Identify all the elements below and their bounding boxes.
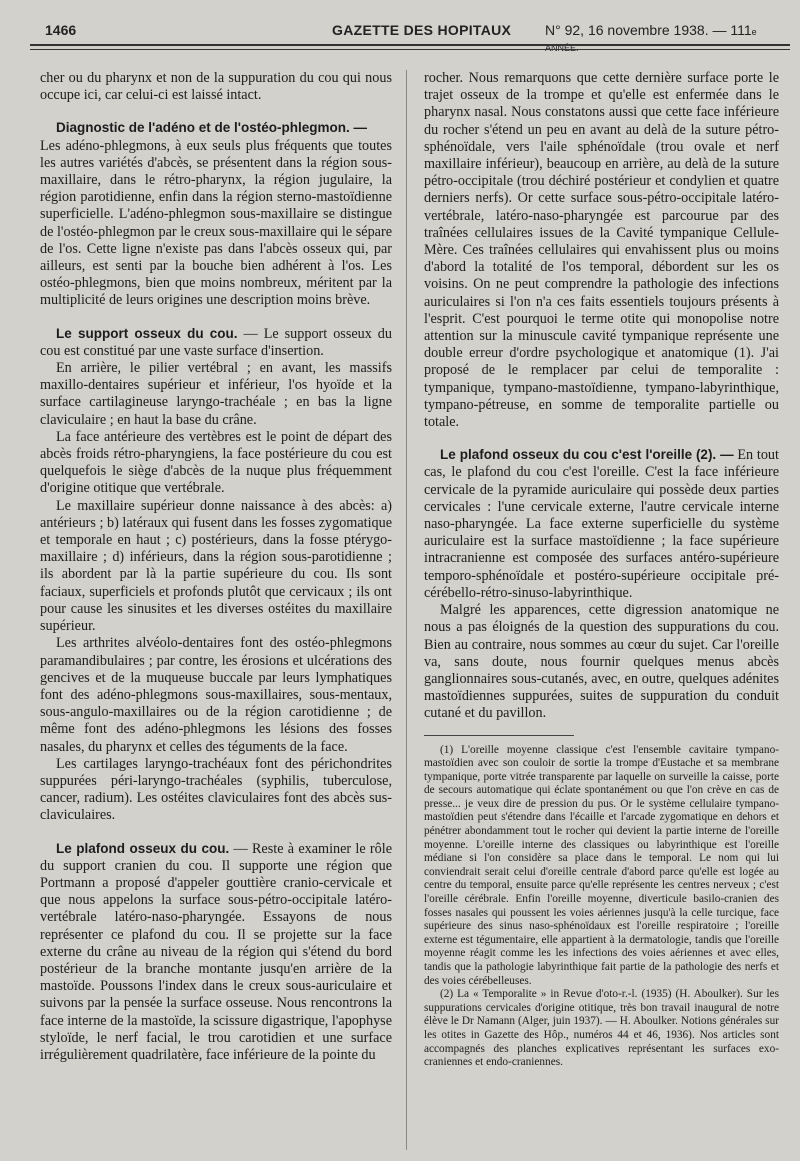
page-number: 1466	[45, 22, 77, 38]
section-paragraph	[424, 446, 779, 602]
paragraph: Les cartilages laryngo-trachéaux font des périchondrites suppurées péri-laryngo-trachéales (syphilis, tuberculose, cancer, radium). Les ostéites claviculaires font des abcès sus-claviculaires.	[40, 755, 392, 824]
issue-date: N° 92, 16 novembre 1938. — 111	[545, 22, 752, 38]
issue-year-suffix: e ANNÉE.	[545, 27, 757, 53]
paragraph: En arrière, le pilier vertébral ; en avant, les massifs maxillo-dentaires supérieur et inférieur, l'os hyoïde et la surface cartilagineuse laryngo-trachéale ; en bas la ligne claviculaire ; en haut la base du crâne.	[40, 360, 392, 428]
section-heading-ref: (2). —	[695, 447, 734, 463]
paragraph: Les arthrites alvéolo-dentaires font des ostéo-phlegmons paramandibulaires ; par contre, les érosions et ulcérations des gencives et de la muqueuse buccale par leurs lymphatiques font des adéno-phlegmons sous-maxillaires, sous-mentaux, sous-angulo-maxillaires ou de la région carotidienne ; de même font des adéno-phlegmons les lésions des fosses nasales, du pharynx et celles des téguments de la face.	[40, 635, 392, 755]
header-rule-thick	[30, 44, 790, 46]
footnote-rule	[424, 735, 574, 736]
paragraph-text: Reste à examiner le rôle du support cranien du cou. Il supporte une région que Portmann a proposé d'appeler gouttière cranio-cervicale et que nous appelons la surface sous-pétro-occipitale latéro-vertébrale latéro-naso-pharyngée. Essayons de nous représenter ce plafond du cou. Il se projette sur la face externe du crâne au niveau de la région qui s'étend du bord postérieur de la branche montante jusqu'en arrière de la mastoïde. Poussons l'index dans le creux sous-auriculaire et suivons par la pensée la surface osseuse. Nous rencontrons la face interne de la mastoïde, la scissure digastrique, l'apophyse styloïde, le nerf facial, le trou carotidien et une surface irrégulièrement quadrilatère, face inférieure de la pointe du	[40, 840, 392, 1063]
section-heading: Diagnostic de l'adéno et de l'ostéo-phlegmon. —	[56, 120, 367, 136]
paragraph: rocher. Nous remarquons que cette dernière surface porte le trajet osseux de la trompe et qu'elle est enfermée dans le pharynx nasal. Nous constatons aussi que cette face inférieure du rocher s'étend un peu en avant au delà de la suture pétro-sphénoïdale, vers l'aile sphénoïdale (trou ovale et nerf maxillaire inférieur), beaucoup en arrière, au delà de la suture pétro-occipitale (trou déchiré postérieur et condylien et quatre derniers nerfs). Or cette surface sous-pétro-occipitale latéro-vertébrale, latéro-naso-pharyngée est parcourue par des traînées cellulaires issues de la Cavité tympanique Cellule-Mère. Ces traînées cellulaires qui envahissent plus ou moins d'abord la totalité de l'os temporal, débordent sur les os voisins. On ne peut comprendre la pathologie des infections auriculaires si l'on n'a ces faits essentiels toujours présents à l'esprit. C'est pourquoi le terme otite qui monopolise notre attention sur la minuscule cavité tympanique représente une double erreur d'ordre psychologique et anatomique (1). J'ai proposé de le remplacer par celui de temporalite : tympanique, tympano-mastoïdienne, tympano-labyrinthique, tympano-pétreuse, en somme de temporalite partielle ou totale.	[424, 70, 779, 431]
paragraph: cher ou du pharynx et non de la suppuration du cou qui nous occupe ici, car celui-ci est laissé intact.	[40, 70, 392, 104]
section-heading: Le support osseux du cou.	[56, 325, 238, 341]
paragraph: Malgré les apparences, cette digression anatomique ne nous a pas éloignés de la question des suppurations du cou. Bien au contraire, nous sommes au cœur du sujet. Car l'oreille va, sans doute, nous fournir quelques menus abcès ganglionnaires sous-cutanés, avec, en outre, quelques adénites mastoïdiennes suppurées, suites de suppuration du conduit cutané et du pavillon.	[424, 602, 779, 722]
page-header	[40, 12, 790, 53]
paragraph: La face antérieure des vertèbres est le point de départ des abcès froids rétro-pharyngiens, la face postérieure du cou est quelquefois le siège d'abcès de la nuque plus fréquemment d'origine otitique que vertébrale.	[40, 428, 392, 497]
footnote: (2) La « Temporalite » in Revue d'oto-r.-l. (1935) (H. Aboulker). Sur les suppurations cervicales d'origine otitique, très bon travail inaugural de notre élève le Dr Namann (Alger, juin 1937). — H. Aboulker. Notions générales sur les otites in Gazette des Hôp., numéros 44 et 46, 1936). Nos articles sont accompagnés des planches explicatives représentant les surfaces exo-craniennes et endo-craniennes.	[424, 988, 779, 1069]
column-divider	[406, 70, 407, 1150]
section-heading: Le plafond osseux du cou.	[56, 840, 230, 856]
paragraph-text: En tout cas, le plafond du cou c'est l'oreille. C'est la face inférieure cervicale de la pyramide auriculaire qui possède deux parties cervicales : l'une cervicale externe, l'autre cervicale interne naso-pharyngée. La face externe superficielle du système auriculaire est la surface mastoïdienne ; la face supérieure intracranienne est composée des surfaces antéro-supérieure temporo-sphénoïdale et postéro-supérieure occipitale pré-cérébello-rétro-sinuso-labyrinthique.	[424, 447, 779, 601]
footnote: (1) L'oreille moyenne classique c'est l'ensemble cavitaire tympano-mastoïdien avec son couloir de sortie la trompe d'Eustache et sa membrane tympanique, porte vitrée transparente par laquelle on surveille la caisse, porte de secours automatique qui éclate spontanément ou que l'on crève en cas de presse... je veux dire de pression du pus. Or le système cellulaire tympano-mastoïdien peut s'étendre dans l'écaille et l'arcade zygomatique en dehors et pénétrer abondamment tout le rocher qui devient la partie interne de l'oreille moyenne. L'oreille interne des classiques ou labyrinthique est l'oreille médiane si l'on considère sa place dans le temporal. Le nom qui lui conviendrait serait celui d'oreille centrale d'abord parce qu'elle est logée au centre du temporal, ensuite parce qu'elle représente les centres nerveux ; c'est l'oreille cérébrale. Enfin l'oreille moyenne, diverticule basilo-cranien des fosses nasales qui poussent les voies aériennes jusqu'à la celle turcique, face supérieure des sinus naso-sphénoïdaux est l'oreille respiratoire ; l'oreille externe est tégumentaire, elle appartient à la dermatologie, tandis que l'oreille moyenne réagit comme les les infections des voies aériennes et avec elles, tandis que la pathologie labyrinthique fait partie de la pathologie des nerfs et des voies cérébelleuses.	[424, 743, 779, 987]
left-column	[40, 70, 392, 1064]
section-paragraph: Le support osseux du cou. — Le support osseux du cou est constitué par une vaste surface d'insertion.	[40, 325, 392, 359]
section-heading: Le plafond osseux du cou c'est l'oreille	[440, 447, 693, 463]
paragraph: Les adéno-phlegmons, à eux seuls plus fréquents que toutes les autres variétés d'abcès, se présentent dans la région sous-maxillaire, dans le rétro-pharynx, la région jugulaire, la région parotidienne, enfin dans la région sterno-mastoïdienne superficielle. L'adéno-phlegmon sous-maxillaire se distingue de l'ostéo-phlegmon par le creux sous-maxillaire qui le sépare de l'os. Cette ligne n'existe pas dans l'abcès osseux qui, par ailleurs, est senti par la bouche bien adhérent à l'os. Les ostéo-phlegmons, bien que moins nombreux, méritent par la multiplicité de leurs origines une description moins brève.	[40, 137, 392, 309]
journal-title: GAZETTE DES HOPITAUX	[332, 22, 512, 38]
right-column	[424, 70, 779, 1070]
section-paragraph	[40, 119, 392, 137]
paragraph-text: Le support osseux du cou est constitué par une vaste surface d'insertion.	[40, 325, 392, 359]
paragraph: Le maxillaire supérieur donne naissance à des abcès: a) antérieurs ; b) latéraux qui fusent dans les fosses zygomatique et temporale en haut ; c) postérieurs, dans la fosse ptérygo-maxillaire ; d) inférieurs, dans la région sous-parotidienne ; ils abordent par là la partie supérieure du cou. Ils sont faciaux, superficiels et profonds plutôt que cervicaux ; ils ont pour cause les sinusites et les diverses ostéites du maxillaire supérieur.	[40, 497, 392, 635]
section-paragraph: Le plafond osseux du cou. — Reste à examiner le rôle du support cranien du cou. Il supporte une région que Portmann a proposé d'appeler gouttière cranio-cervicale et que nous appelons la surface sous-pétro-occipitale latéro-vertébrale latéro-naso-pharyngée. Essayons de nous représenter ce plafond du cou. Il se projette sur la face externe du crâne au niveau de la région qui s'étend du bord postérieur de la branche montante jusqu'en arrière de la mastoïde. Poussons l'index dans le creux sous-auriculaire et suivons par la pensée la surface osseuse. Nous rencontrons la face interne de la mastoïde, la scissure digastrique, l'apophyse styloïde, le nerf facial, le trou carotidien et une surface irrégulièrement quadrilatère, face inférieure de la pointe du	[40, 840, 392, 1063]
footnotes	[424, 744, 779, 1070]
header-rule-thin	[30, 49, 790, 50]
